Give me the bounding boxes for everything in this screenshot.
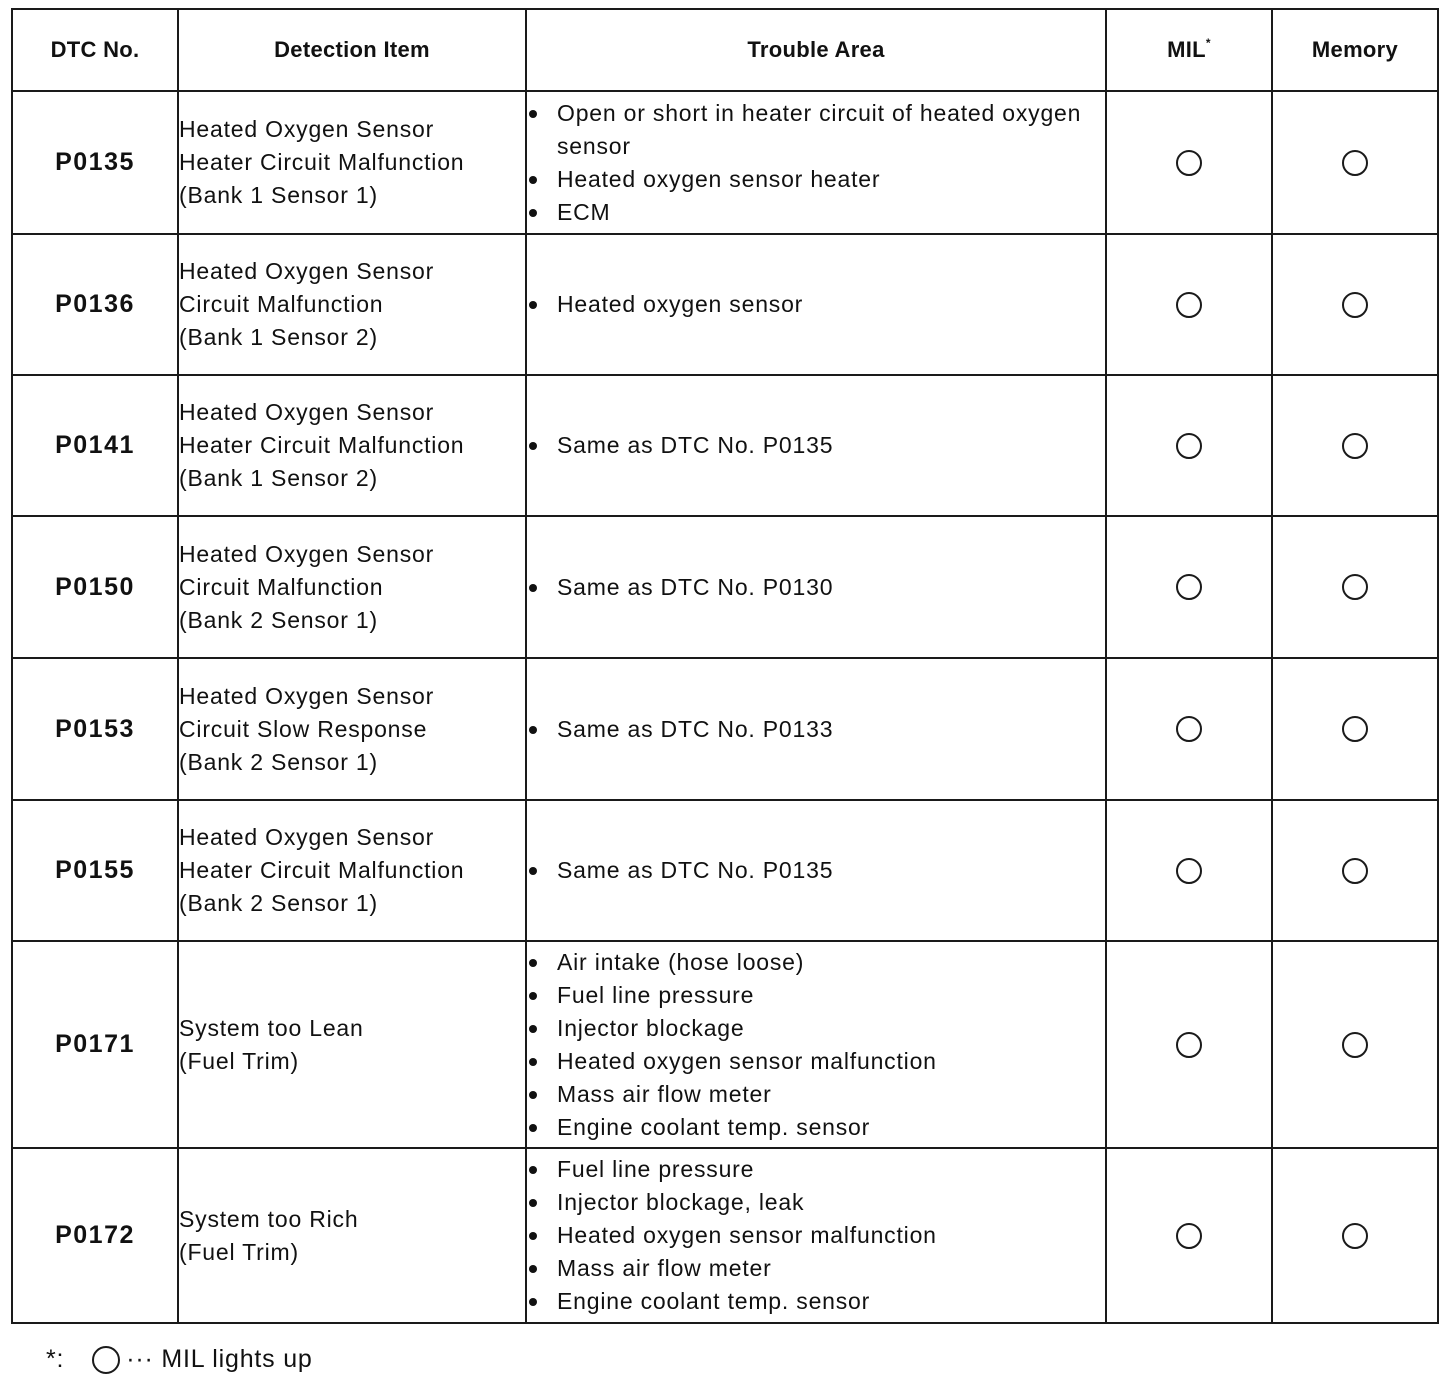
bullet-icon	[529, 1265, 537, 1273]
circle-icon	[1176, 292, 1202, 318]
circle-icon	[1342, 292, 1368, 318]
footnote-marker: *:	[46, 1345, 65, 1373]
detection-item	[178, 234, 526, 375]
table-row	[12, 91, 1438, 234]
memory-cell	[1272, 375, 1438, 516]
circle-icon	[1342, 574, 1368, 600]
trouble-area	[526, 91, 1106, 234]
trouble-area	[526, 941, 1106, 1148]
list-item	[527, 1219, 1105, 1252]
detection-item-line: Circuit Malfunction	[179, 573, 384, 600]
mil-cell	[1106, 941, 1272, 1148]
detection-item-line: Heater Circuit Malfunction	[179, 432, 465, 458]
circle-icon	[1176, 716, 1202, 742]
header-detection-item: Detection Item	[178, 9, 526, 91]
table-row	[12, 800, 1438, 941]
detection-item-line: Heater Circuit Malfunction	[179, 149, 465, 175]
footnote-text: ··· MIL lights up	[126, 1345, 313, 1373]
header-dtc-no: DTC No.	[12, 9, 178, 91]
memory-cell	[1272, 800, 1438, 941]
detection-item-line: Circuit Malfunction	[179, 291, 384, 317]
trouble-area	[526, 800, 1106, 941]
trouble-area-text: Injector blockage	[557, 1014, 745, 1041]
list-item	[527, 1153, 1105, 1186]
table-row	[12, 658, 1438, 800]
trouble-area	[526, 1148, 1106, 1323]
trouble-area-list	[527, 571, 1105, 604]
dtc-code: P0172	[12, 1148, 178, 1323]
dtc-table	[11, 8, 1439, 1324]
trouble-area-list	[527, 288, 1105, 321]
detection-item	[178, 658, 526, 800]
list-item	[527, 1045, 1105, 1078]
bullet-icon	[529, 1166, 537, 1174]
bullet-icon	[529, 442, 537, 450]
circle-icon	[1176, 574, 1202, 600]
bullet-icon	[529, 301, 537, 309]
header-memory: Memory	[1272, 9, 1438, 91]
detection-item-line: Heated Oxygen Sensor	[179, 824, 435, 850]
mil-cell	[1106, 800, 1272, 941]
bullet-icon	[529, 209, 537, 217]
bullet-icon	[529, 1058, 537, 1066]
detection-item-line: Heated Oxygen Sensor	[179, 540, 435, 567]
trouble-area-text: Same as DTC No. P0133	[557, 715, 834, 742]
trouble-area-text: Fuel line pressure	[557, 981, 755, 1008]
circle-icon	[1176, 1223, 1202, 1249]
bullet-icon	[529, 726, 537, 734]
detection-item-line: (Fuel Trim)	[179, 1238, 299, 1265]
detection-item	[178, 375, 526, 516]
circle-icon	[1342, 858, 1368, 884]
dtc-code: P0135	[12, 91, 178, 234]
circle-icon	[1176, 858, 1202, 884]
detection-item-line: Heater Circuit Malfunction	[179, 857, 465, 883]
header-trouble-area: Trouble Area	[526, 9, 1106, 91]
table-row	[12, 1148, 1438, 1323]
mil-cell	[1106, 234, 1272, 375]
trouble-area-list	[527, 429, 1105, 462]
trouble-area-text: Mass air flow meter	[557, 1255, 772, 1281]
dtc-code: P0141	[12, 375, 178, 516]
mil-cell	[1106, 1148, 1272, 1323]
circle-icon	[1342, 1032, 1368, 1058]
trouble-area	[526, 658, 1106, 800]
trouble-area-list	[527, 97, 1105, 229]
bullet-icon	[529, 1199, 537, 1207]
trouble-area	[526, 516, 1106, 658]
list-item	[527, 1078, 1105, 1111]
circle-icon	[1342, 716, 1368, 742]
bullet-icon	[529, 176, 537, 184]
dtc-code: P0155	[12, 800, 178, 941]
detection-item-line: (Fuel Trim)	[179, 1047, 299, 1074]
trouble-area-text: ECM	[557, 198, 611, 225]
list-item	[527, 946, 1105, 979]
trouble-area-text: Engine coolant temp. sensor	[557, 1113, 871, 1140]
bullet-icon	[529, 867, 537, 875]
trouble-area-text: Heated oxygen sensor heater	[557, 165, 881, 192]
bullet-icon	[529, 992, 537, 1000]
mil-cell	[1106, 516, 1272, 658]
detection-item-line: (Bank 2 Sensor 1)	[179, 890, 378, 916]
trouble-area-text: Heated oxygen sensor malfunction	[557, 1222, 937, 1248]
trouble-area-list	[527, 1153, 1105, 1318]
trouble-area-text: Heated oxygen sensor malfunction	[557, 1047, 937, 1074]
bullet-icon	[529, 1025, 537, 1033]
mil-cell	[1106, 658, 1272, 800]
trouble-area-list	[527, 946, 1105, 1144]
bullet-icon	[529, 110, 537, 118]
trouble-area-text: Mass air flow meter	[557, 1080, 772, 1107]
detection-item-line: Heated Oxygen Sensor	[179, 399, 435, 425]
trouble-area-text: Same as DTC No. P0130	[557, 573, 834, 600]
detection-item-line: System too Lean	[179, 1014, 364, 1041]
list-item	[527, 163, 1105, 196]
header-mil-asterisk: *	[1205, 35, 1211, 50]
header-mil	[1106, 9, 1272, 91]
table-row	[12, 375, 1438, 516]
circle-icon	[1342, 1223, 1368, 1249]
memory-cell	[1272, 941, 1438, 1148]
list-item	[527, 979, 1105, 1012]
list-item	[527, 1186, 1105, 1219]
list-item	[527, 288, 1105, 321]
mil-cell	[1106, 375, 1272, 516]
detection-item-line: (Bank 1 Sensor 2)	[179, 465, 378, 491]
detection-item	[178, 91, 526, 234]
circle-icon	[1176, 150, 1202, 176]
list-item	[527, 1111, 1105, 1144]
trouble-area-text: Open or short in heater circuit of heated oxygen sensor	[557, 99, 1082, 159]
trouble-area-text: Same as DTC No. P0135	[557, 857, 834, 883]
circle-icon	[1342, 433, 1368, 459]
detection-item-line: (Bank 1 Sensor 2)	[179, 324, 378, 350]
detection-item-line: (Bank 2 Sensor 1)	[179, 606, 378, 633]
trouble-area-text: Same as DTC No. P0135	[557, 432, 834, 458]
detection-item	[178, 516, 526, 658]
list-item	[527, 1252, 1105, 1285]
bullet-icon	[529, 1091, 537, 1099]
circle-icon	[1342, 150, 1368, 176]
detection-item-line: (Bank 1 Sensor 1)	[179, 182, 378, 208]
circle-icon	[1176, 433, 1202, 459]
bullet-icon	[529, 1232, 537, 1240]
list-item	[527, 1012, 1105, 1045]
trouble-area-text: Fuel line pressure	[557, 1156, 755, 1182]
trouble-area-text: Air intake (hose loose)	[557, 948, 805, 975]
table-row	[12, 516, 1438, 658]
memory-cell	[1272, 516, 1438, 658]
bullet-icon	[529, 1298, 537, 1306]
detection-item-line: Heated Oxygen Sensor	[179, 258, 435, 284]
dtc-code: P0150	[12, 516, 178, 658]
table-body	[12, 91, 1438, 1323]
header-row	[12, 9, 1438, 91]
trouble-area	[526, 234, 1106, 375]
memory-cell	[1272, 91, 1438, 234]
circle-icon	[92, 1346, 120, 1374]
trouble-area-list	[527, 854, 1105, 887]
list-item	[527, 713, 1105, 746]
bullet-icon	[529, 1124, 537, 1132]
circle-icon	[1176, 1032, 1202, 1058]
trouble-area-text: Engine coolant temp. sensor	[557, 1288, 871, 1314]
detection-item	[178, 941, 526, 1148]
trouble-area-list	[527, 713, 1105, 746]
detection-item-line: Heated Oxygen Sensor	[179, 682, 435, 709]
list-item	[527, 1285, 1105, 1318]
list-item	[527, 571, 1105, 604]
detection-item-line: Heated Oxygen Sensor	[179, 116, 435, 142]
detection-item	[178, 1148, 526, 1323]
trouble-area	[526, 375, 1106, 516]
memory-cell	[1272, 1148, 1438, 1323]
footnote	[46, 1345, 313, 1374]
bullet-icon	[529, 959, 537, 967]
list-item	[527, 97, 1105, 163]
detection-item-line: (Bank 2 Sensor 1)	[179, 748, 378, 775]
dtc-code: P0153	[12, 658, 178, 800]
detection-item-line: Circuit Slow Response	[179, 715, 428, 742]
bullet-icon	[529, 584, 537, 592]
table-row	[12, 941, 1438, 1148]
detection-item-line: System too Rich	[179, 1205, 359, 1232]
mil-cell	[1106, 91, 1272, 234]
dtc-code: P0171	[12, 941, 178, 1148]
header-mil-label: MIL	[1167, 37, 1206, 62]
detection-item	[178, 800, 526, 941]
memory-cell	[1272, 658, 1438, 800]
dtc-code: P0136	[12, 234, 178, 375]
memory-cell	[1272, 234, 1438, 375]
list-item	[527, 429, 1105, 462]
table-row	[12, 234, 1438, 375]
trouble-area-text: Injector blockage, leak	[557, 1189, 805, 1215]
trouble-area-text: Heated oxygen sensor	[557, 291, 804, 317]
list-item	[527, 854, 1105, 887]
list-item	[527, 196, 1105, 229]
